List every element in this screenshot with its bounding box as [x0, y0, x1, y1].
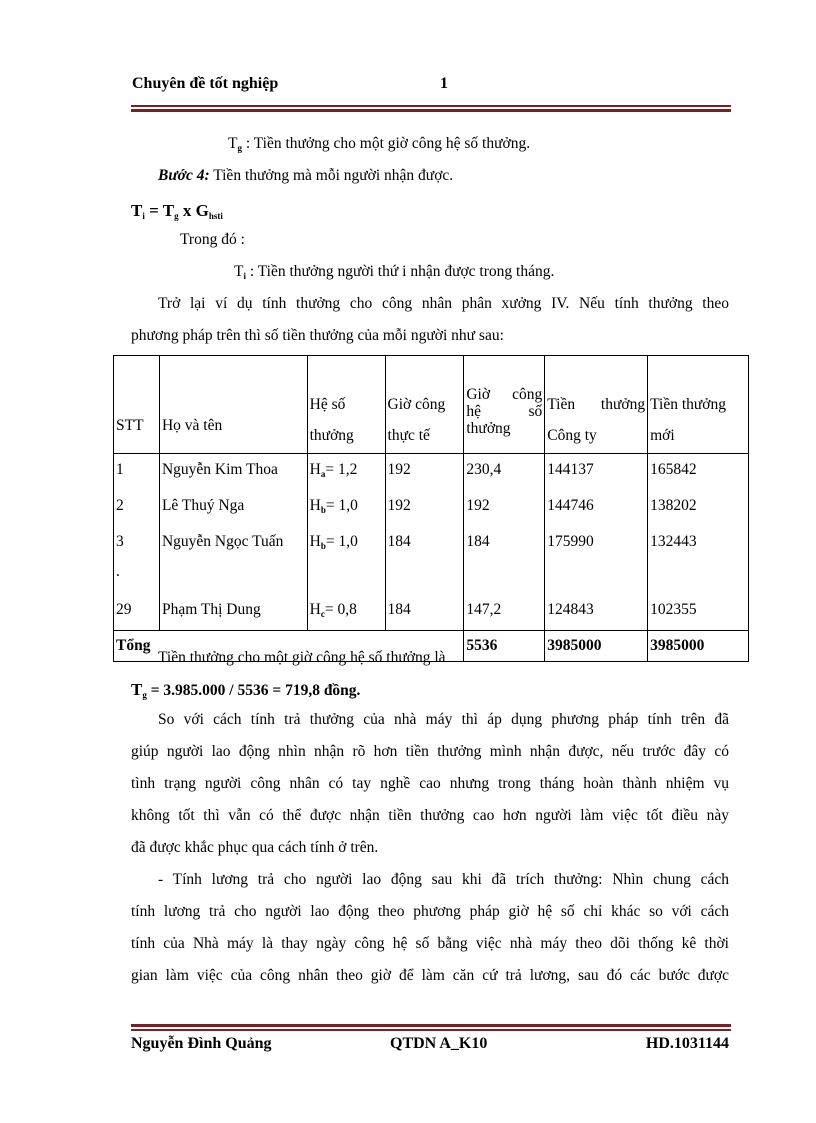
row-actual: 184: [385, 526, 464, 562]
header-new-bonus: Tiền thưởng mới: [648, 356, 749, 454]
header-stt: STT: [114, 356, 160, 454]
intro-line-1: Trở lại ví dụ tính thưởng cho công nhân phân xưởng IV. Nếu tính thưởng theo: [158, 295, 729, 312]
total-new: 3985000: [648, 631, 749, 662]
row-name: Phạm Thị Dung: [159, 594, 307, 631]
footer-rule: [131, 1024, 731, 1031]
para2-line: - Tính lương trả cho người lao động sau khi đã trích thưởng: Nhìn chung cách: [158, 871, 729, 888]
tg-definition: $T_g$ : Tiền thưởng cho một giờ công hệ số thưởng.: [228, 135, 531, 153]
footer-id-code: HD.1031144: [645, 1035, 729, 1052]
row-company: 175990: [545, 526, 648, 562]
para1-line: tình trạng người công nhân có tay nghề cao nhưng trong tháng hoàn thành nhiệm vụ: [131, 775, 729, 792]
row-coef: $H_a= 1,2$: [307, 454, 385, 491]
row-new: 102355: [648, 594, 749, 631]
formula-ti: $T_i = T_g$ x $G_{hsti}$: [131, 201, 223, 221]
header-title: Chuyên đề tốt nghiệp: [132, 75, 279, 92]
ti-definition: $T_i$ : Tiền thưởng người thứ i nhận được trong tháng.: [234, 263, 555, 281]
row-new: 132443: [648, 526, 749, 562]
row-stt: 3: [114, 526, 160, 562]
row-stt: 29: [114, 594, 160, 631]
para2-line: tính của Nhà máy là thay ngày công hệ số bằng việc nhà máy theo dõi thống kê thời: [131, 935, 729, 952]
header-company-bonus: Tiền thưởng Công ty: [545, 356, 648, 454]
total-hours: 5536: [464, 631, 545, 662]
row-stt: 2: [114, 490, 160, 526]
row-coef: [307, 562, 385, 594]
row-new: [648, 562, 749, 594]
para1-line: không tốt thì vẫn có thể được nhận tiền thưởng cao hơn người làm việc tốt điều này: [131, 807, 729, 824]
row-new: 138202: [648, 490, 749, 526]
header-coef-hours: Giờ công hệ số thưởng: [464, 356, 545, 454]
row-company: 124843: [545, 594, 648, 631]
row-stt: 1: [114, 454, 160, 491]
total-company: 3985000: [545, 631, 648, 662]
row-hours: 192: [464, 490, 545, 526]
header-actual-hours: Giờ công thực tế: [385, 356, 464, 454]
para1-line: giúp người lao động nhìn nhận rõ hơn tiền thưởng mình nhận được, nếu trước đây có: [131, 743, 729, 760]
row-hours: [464, 562, 545, 594]
header-name: Họ và tên: [159, 356, 307, 454]
para1-line: đã được khắc phục qua cách tính ở trên.: [131, 839, 379, 856]
row-coef: $H_b= 1,0$: [307, 526, 385, 562]
row-name: [159, 562, 307, 594]
row-hours: 147,2: [464, 594, 545, 631]
table-row: [114, 562, 749, 594]
table-row: [114, 490, 749, 526]
header-coef: Hệ số thưởng: [307, 356, 385, 454]
row-actual: 192: [385, 490, 464, 526]
row-company: 144746: [545, 490, 648, 526]
row-company: 144137: [545, 454, 648, 491]
row-actual: [385, 562, 464, 594]
row-hours: 230,4: [464, 454, 545, 491]
total-label: Tổng: [114, 631, 464, 662]
row-coef: $H_b= 1,0$: [307, 490, 385, 526]
table-header-row: [114, 356, 749, 454]
footer-class-code: QTDN A_K10: [390, 1035, 488, 1052]
row-hours: 184: [464, 526, 545, 562]
row-name: Nguyễn Ngọc Tuấn: [159, 526, 307, 562]
para1-line: So với cách tính trả thưởng của nhà máy thì áp dụng phương pháp tính trên đã: [158, 711, 729, 728]
para2-line: gian làm việc của công nhân theo giờ để làm căn cứ trả lương, sau đó các bước được: [131, 967, 729, 984]
row-actual: 192: [385, 454, 464, 491]
formula-tg: $T_g = 3.985.000 / 5536 = 719,8$ đồng.: [131, 680, 361, 700]
row-company: [545, 562, 648, 594]
para2-line: tính lương trả cho người lao động theo phương pháp giờ hệ số chỉ khác so với cách: [131, 903, 729, 920]
row-coef: $H_c= 0,8$: [307, 594, 385, 631]
trong-do-label: Trong đó :: [180, 231, 245, 248]
intro-line-2: phương pháp trên thì số tiền thưởng của mỗi người như sau:: [131, 327, 504, 344]
table-row: [114, 526, 749, 562]
table-row: [114, 594, 749, 631]
row-actual: 184: [385, 594, 464, 631]
row-name: Lê Thuý Nga: [159, 490, 307, 526]
header-rule: [131, 105, 731, 112]
row-stt: .: [114, 562, 160, 594]
page-number: 1: [440, 75, 448, 92]
step4-line: Bước 4: Tiền thưởng mà mỗi người nhận được.: [158, 167, 454, 184]
footer-author: Nguyễn Đình Quảng: [131, 1035, 272, 1052]
row-name: Nguyễn Kim Thoa: [159, 454, 307, 491]
after-table-line: Tiền thưởng cho một giờ công hệ số thưởng là: [158, 649, 446, 666]
bonus-table: [113, 355, 749, 662]
table-row: [114, 454, 749, 491]
row-new: 165842: [648, 454, 749, 491]
